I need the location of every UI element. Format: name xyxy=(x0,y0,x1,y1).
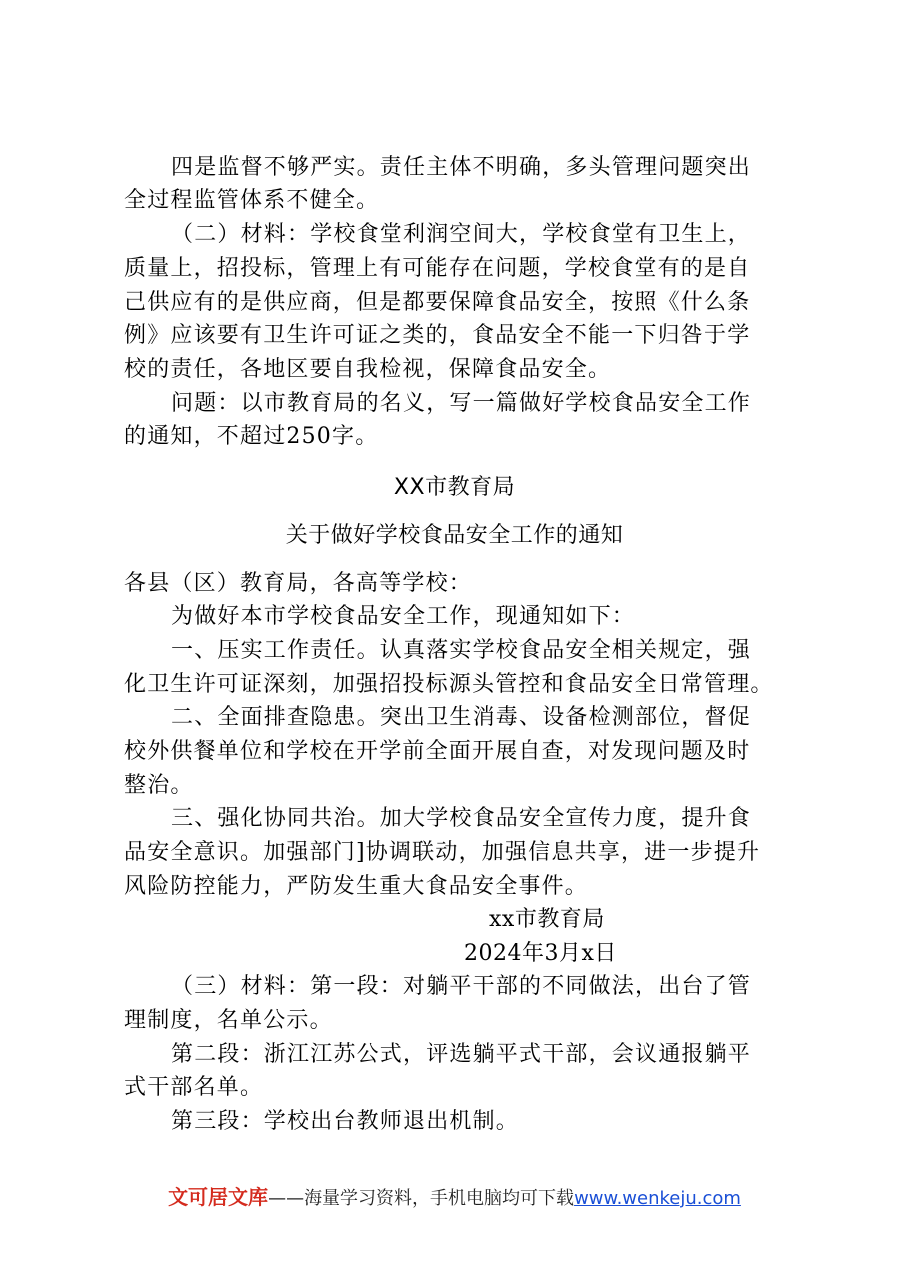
paragraph-line: 四是监督不够严实。责任主体不明确，多头管理问题突出 xyxy=(171,155,752,180)
paragraph-line: 例》应该要有卫生许可证之类的，食品安全不能一下归咎于学 xyxy=(124,323,751,348)
paragraph-line: 一、压实工作责任。认真落实学校食品安全相关规定，强 xyxy=(171,638,752,663)
paragraph-line: 为做好本市学校食品安全工作，现通知如下： xyxy=(171,604,636,629)
paragraph-line: 风险防控能力，严防发生重大食品安全事件。 xyxy=(124,874,589,899)
paragraph-line: 问题：以市教育局的名义，写一篇做好学校食品安全工作 xyxy=(171,391,752,416)
paragraph-line: 校外供餐单位和学校在开学前全面开展自查，对发现问题及时 xyxy=(124,739,751,764)
paragraph-line: 质量上，招投标，管理上有可能存在问题，学校食堂有的是自 xyxy=(124,256,751,281)
paragraph-line: 二、全面排查隐患。突出卫生消毒、设备检测部位，督促 xyxy=(171,705,752,730)
paragraph-line: 己供应有的是供应商，但是都要保障食品安全，按照《什么条 xyxy=(124,290,751,315)
paragraph-line: （三）材料：第一段：对躺平干部的不同做法，出台了管 xyxy=(171,974,752,999)
notice-salutation: 各县（区）教育局，各高等学校： xyxy=(124,571,473,596)
notice-issuer-heading: XX市教育局 xyxy=(393,475,516,500)
paragraph-line: 品安全意识。加强部门]协调联动，加强信息共享，进一步提升 xyxy=(124,840,761,865)
paragraph-line: 整治。 xyxy=(124,773,194,798)
paragraph-line: 式干部名单。 xyxy=(124,1075,264,1100)
footer-slogan: ——海量学习资料，手机电脑均可下载 xyxy=(268,1188,575,1209)
signature-date: 2024年3月x日 xyxy=(464,941,617,966)
paragraph-line: 的通知，不超过250字。 xyxy=(124,424,379,449)
paragraph-line: 第三段：学校出台教师退出机制。 xyxy=(171,1109,520,1134)
footer-brand: 文可居文库 xyxy=(168,1185,269,1209)
signature-issuer: xx市教育局 xyxy=(489,907,605,932)
notice-title: 关于做好学校食品安全工作的通知 xyxy=(285,523,624,548)
paragraph-line: 校的责任，各地区要自我检视，保障食品安全。 xyxy=(124,357,612,382)
paragraph-line: 三、强化协同共治。加大学校食品安全宣传力度，提升食 xyxy=(171,806,752,831)
paragraph-line: （二）材料：学校食堂利润空间大，学校食堂有卫生上， xyxy=(171,222,752,247)
paragraph-line: 第二段：浙江江苏公式，评选躺平式干部，会议通报躺平 xyxy=(171,1042,752,1067)
paragraph-line: 理制度，名单公示。 xyxy=(124,1008,333,1033)
footer-banner xyxy=(0,1184,909,1212)
paragraph-line: 全过程监管体系不健全。 xyxy=(124,188,380,213)
footer-website-link[interactable]: www.wenkeju.com xyxy=(574,1188,741,1209)
paragraph-line: 化卫生许可证深刻，加强招投标源头管控和食品安全日常管理。 xyxy=(124,672,774,697)
